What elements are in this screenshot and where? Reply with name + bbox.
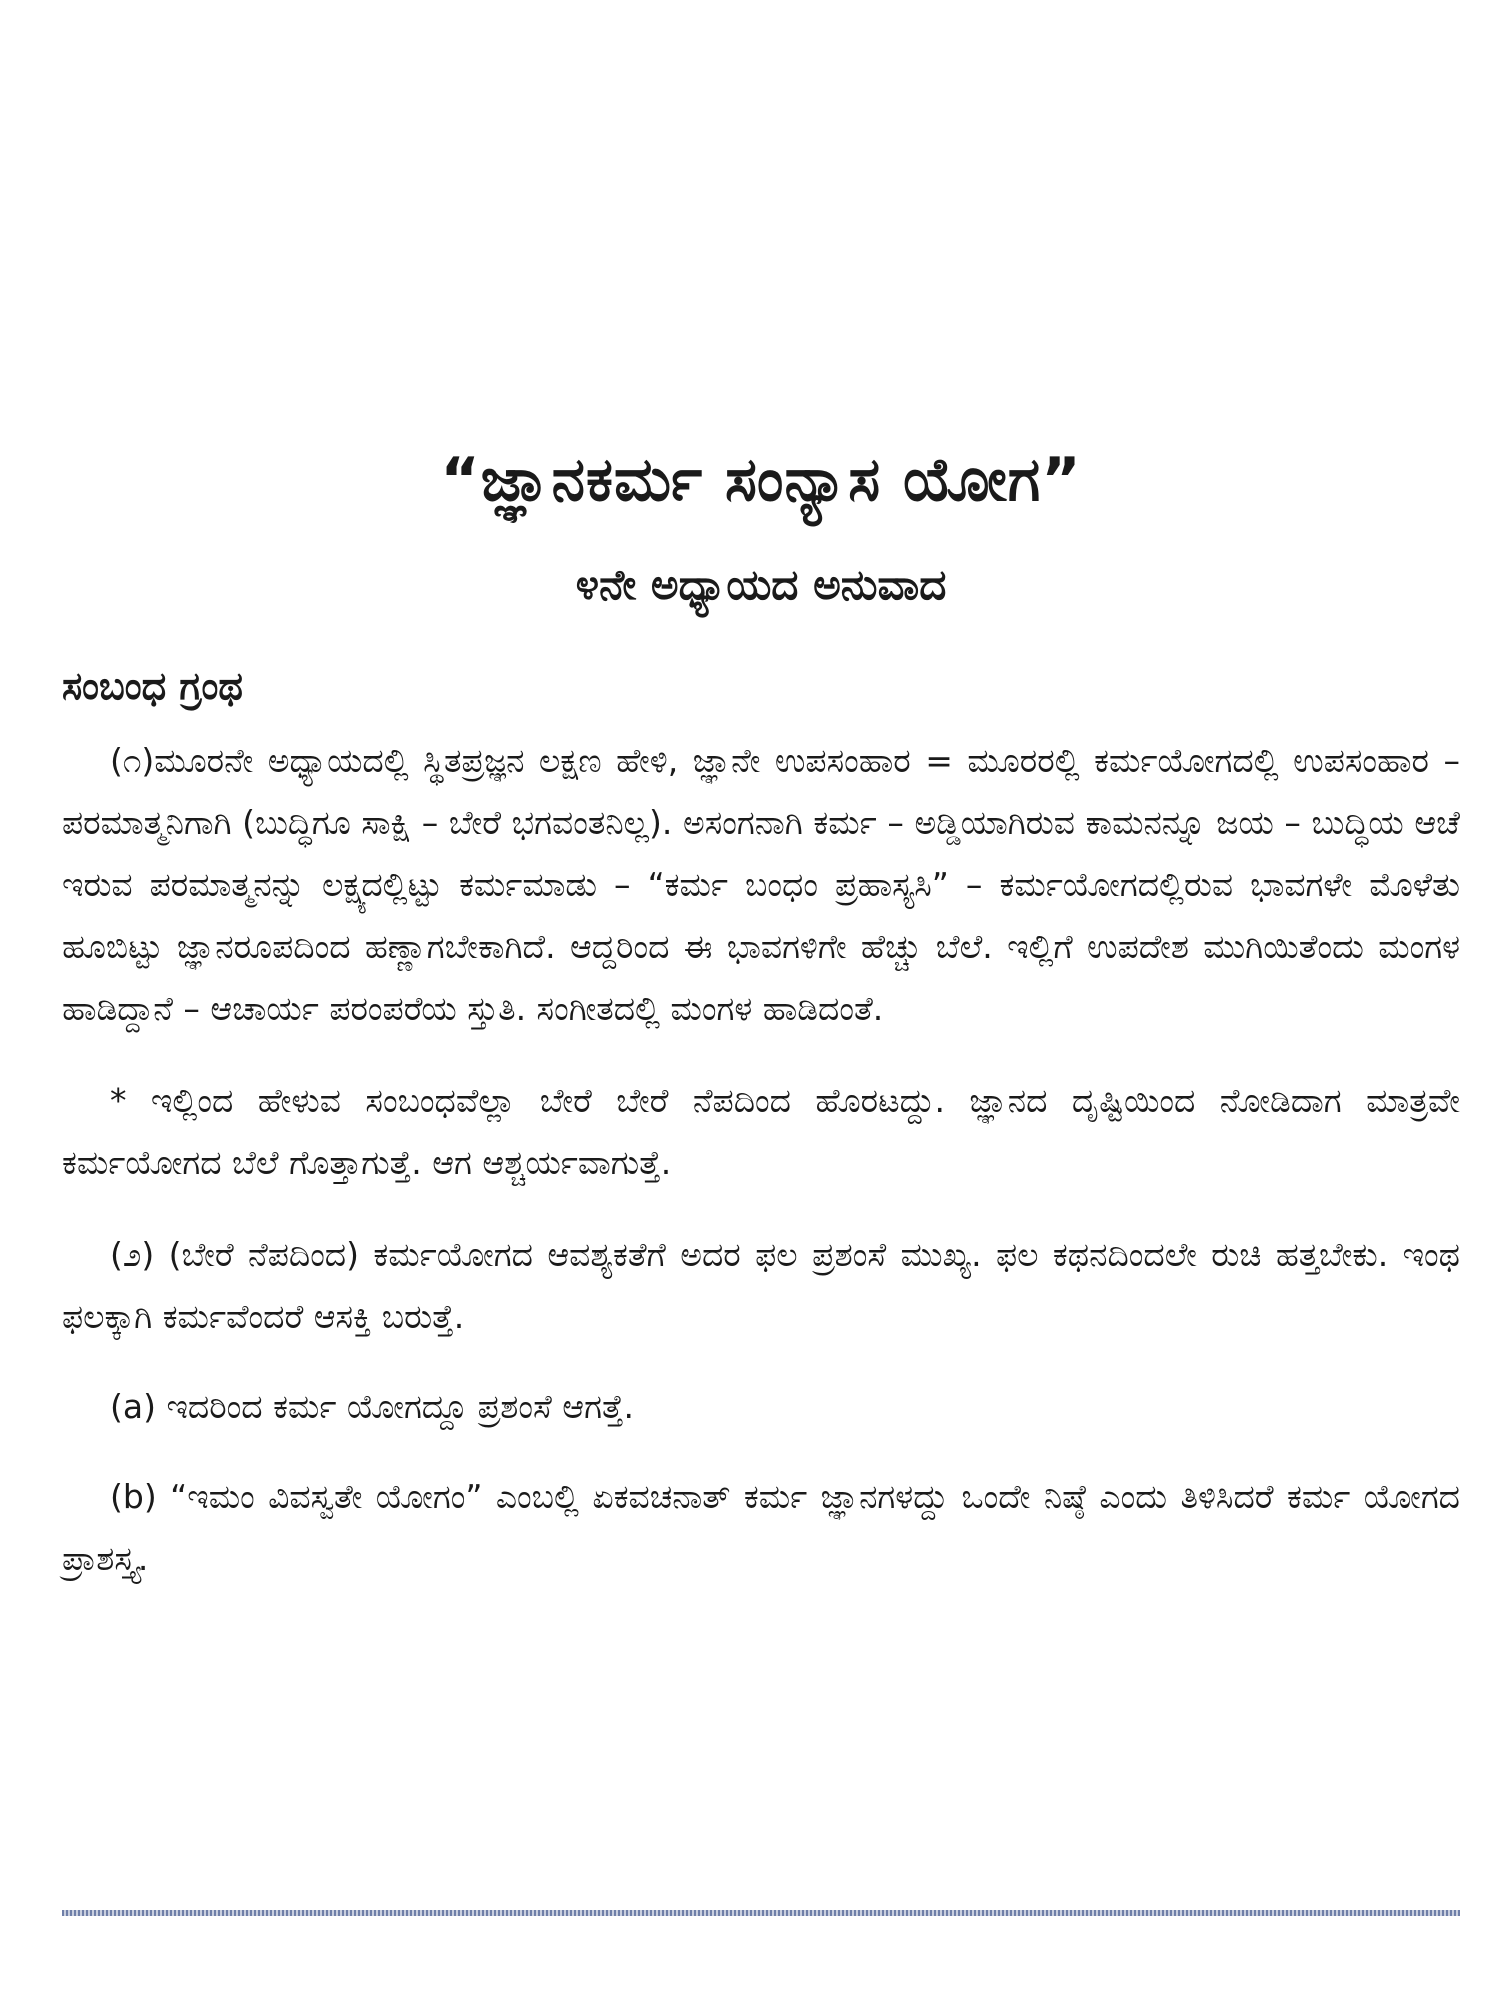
book-page (62, 0, 1460, 2000)
body-text (62, 730, 1460, 1618)
section-heading: ಸಂಬಂಧ ಗ್ರಂಥ (62, 664, 243, 708)
paragraph-b: (b) “ಇಮಂ ವಿವಸ್ವತೇ ಯೋಗಂ” ಎಂಬಲ್ಲಿ ಏಕವಚನಾತ್ ಕರ್ಮ ಜ್ಞಾನಗಳದ್ದು ಒಂದೇ ನಿಷ್ಠೆ ಎಂದು ತಿಳಿಸಿದರೆ ಕರ್ಮ ಯೋಗದ ಪ್ರಾಶಸ್ತ್ಯ. (62, 1477, 1460, 1578)
footer-rule (62, 1910, 1460, 1916)
chapter-title: “ಜ್ಞಾನಕರ್ಮ ಸಂನ್ಯಾಸ ಯೋಗ” (440, 445, 1082, 515)
paragraph-1: (೧)ಮೂರನೇ ಅಧ್ಯಾಯದಲ್ಲಿ ಸ್ಥಿತಪ್ರಜ್ಞನ ಲಕ್ಷಣ ಹೇಳಿ, ಜ್ಞಾನೇ ಉಪಸಂಹಾರ = ಮೂರರಲ್ಲಿ ಕರ್ಮಯೋಗದಲ್ಲಿ ಉಪಸಂಹಾರ – ಪರಮಾತ್ಮನಿಗಾಗಿ (ಬುದ್ಧಿಗೂ ಸಾಕ್ಷಿ – ಬೇರೆ ಭಗವಂತನಿಲ್ಲ). ಅಸಂಗನಾಗಿ ಕರ್ಮ – ಅಡ್ಡಿಯಾಗಿರುವ ಕಾಮನನ್ನೂ ಜಯ – ಬುದ್ಧಿಯ ಆಚೆ ಇರುವ ಪರಮಾತ್ಮನನ್ನು ಲಕ್ಷ್ಯದಲ್ಲಿಟ್ಟು ಕರ್ಮಮಾಡು – “ಕರ್ಮ ಬಂಧಂ ಪ್ರಹಾಸ್ಯಸಿ” – ಕರ್ಮಯೋಗದಲ್ಲಿರುವ ಭಾವಗಳೇ ಮೊಳೆತು ಹೂಬಿಟ್ಟು ಜ್ಞಾನರೂಪದಿಂದ ಹಣ್ಣಾಗಬೇಕಾಗಿದೆ. ಆದ್ದರಿಂದ ಈ ಭಾವಗಳಿಗೇ ಹೆಚ್ಚು ಬೆಲೆ. ಇಲ್ಲಿಗೆ ಉಪದೇಶ ಮುಗಿಯಿತೆಂದು ಮಂಗಳ ಹಾಡಿದ್ದಾನೆ – ಆಚಾರ್ಯ ಪರಂಪರೆಯ ಸ್ತುತಿ. ಸಂಗೀತದಲ್ಲಿ ಮಂಗಳ ಹಾಡಿದಂತೆ. (62, 741, 1460, 1028)
paragraph-note: * ಇಲ್ಲಿಂದ ಹೇಳುವ ಸಂಬಂಧವೆಲ್ಲಾ ಬೇರೆ ಬೇರೆ ನೆಪದಿಂದ ಹೊರಟದ್ದು. ಜ್ಞಾನದ ದೃಷ್ಟಿಯಿಂದ ನೋಡಿದಾಗ ಮಾತ್ರವೇ ಕರ್ಮಯೋಗದ ಬೆಲೆ ಗೊತ್ತಾಗುತ್ತೆ. ಆಗ ಆಶ್ಚರ್ಯವಾಗುತ್ತೆ. (62, 1081, 1460, 1182)
paragraph-a: (a) ಇದರಿಂದ ಕರ್ಮ ಯೋಗದ್ದೂ ಪ್ರಶಂಸೆ ಆಗತ್ತೆ. (110, 1387, 635, 1426)
paragraph-2: (೨) (ಬೇರೆ ನೆಪದಿಂದ) ಕರ್ಮಯೋಗದ ಆವಶ್ಯಕತೆಗೆ ಅದರ ಫಲ ಪ್ರಶಂಸೆ ಮುಖ್ಯ. ಫಲ ಕಥನದಿಂದಲೇ ರುಚಿ ಹತ್ತಬೇಕು. ಇಂಥ ಫಲಕ್ಕಾಗಿ ಕರ್ಮವೆಂದರೆ ಆಸಕ್ತಿ ಬರುತ್ತೆ. (62, 1235, 1460, 1336)
chapter-subtitle: ೪ನೇ ಅಧ್ಯಾಯದ ಅನುವಾದ (575, 560, 947, 609)
